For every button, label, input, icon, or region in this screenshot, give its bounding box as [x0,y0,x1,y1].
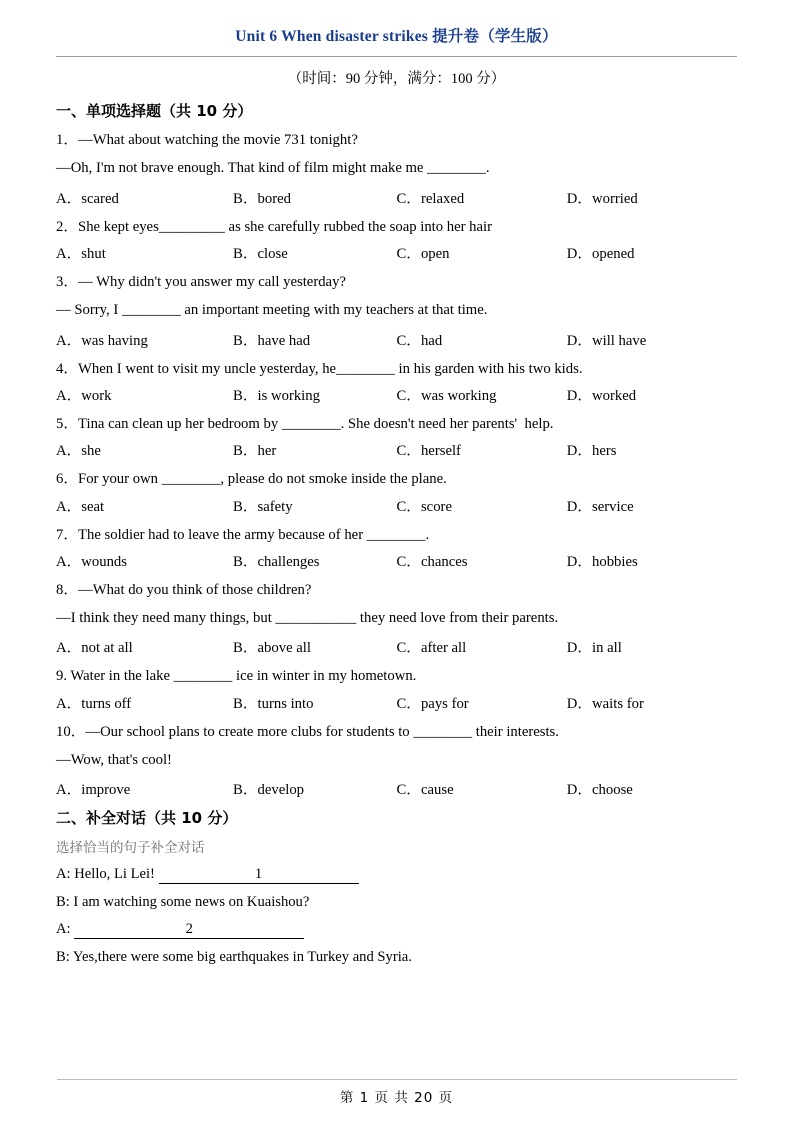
option-b[interactable]: B．her [233,443,277,460]
option-a[interactable]: A．seat [56,498,105,515]
question-stem [56,580,737,601]
option-a[interactable]: A．shut [56,245,106,262]
option-a[interactable]: A．turns off [56,695,132,712]
question-stem [56,666,737,687]
option-d[interactable]: D．hobbies [566,553,638,570]
option-row [56,495,737,516]
question-stem [56,130,737,151]
dialog-speaker-text: A: [56,921,71,938]
question-stem [56,217,737,238]
option-d[interactable]: D．worried [566,190,638,207]
option-a[interactable]: A．work [56,387,112,404]
option-d[interactable]: D．in all [566,640,622,657]
option-c[interactable]: C．had [396,332,443,349]
option-row [56,187,737,208]
option-c[interactable]: C．relaxed [396,190,465,207]
question-stem-text: 10．—Our school plans to create more clubs for students to ________ their interests. [56,723,559,740]
option-row [56,329,737,350]
question-stem [56,469,737,490]
option-b[interactable]: B．is working [233,387,320,404]
option-row [56,242,737,263]
option-c[interactable]: C．pays for [396,695,469,712]
option-a[interactable]: A．improve [56,782,131,799]
page-footer [0,1079,793,1106]
option-c[interactable]: C．cause [396,782,454,799]
option-a[interactable]: A．she [56,443,101,460]
option-b[interactable]: B．above all [233,640,311,657]
option-b[interactable]: B．bored [233,190,291,207]
option-row [56,778,737,799]
section-instruction: 选择恰当的句子补全对话 [56,840,205,856]
option-d[interactable]: D．worked [566,387,637,404]
option-row [56,439,737,460]
section-heading-2: 二、补全对话（共 10 分） [56,809,238,828]
option-b[interactable]: B．safety [233,498,293,515]
dialog-line [56,949,737,966]
dialog-line [56,894,737,911]
option-c[interactable]: C．chances [396,553,468,570]
question-stem [56,608,737,629]
option-c[interactable]: C．score [396,498,452,515]
question-stem-text: — Sorry, I ________ an important meeting with my teachers at that time. [56,302,488,319]
option-c[interactable]: C．herself [396,443,461,460]
option-d[interactable]: D．service [566,498,634,515]
question-stem-text: 8．—What do you think of those children? [56,581,312,598]
dialog-blank-1[interactable]: 1 [159,866,359,884]
dialog-speaker-text: B: Yes,there were some big earthquakes in Turkey and Syria. [56,949,412,966]
page-title: Unit 6 When disaster strikes 提升卷（学生版） [235,28,558,45]
option-d[interactable]: D．hers [566,443,617,460]
option-d[interactable]: D．opened [566,245,635,262]
question-stem [56,750,737,771]
dialog-speaker-text: B: I am watching some news on Kuaishou? [56,894,310,911]
question-stem-text: 6．For your own ________, please do not smoke inside the plane. [56,471,447,488]
dialog-line [56,921,737,939]
question-stem [56,722,737,743]
question-stem [56,300,737,321]
option-row [56,550,737,571]
question-stem-text: 4．When I went to visit my uncle yesterday, he________ in his garden with his two kids. [56,360,583,377]
option-a[interactable]: A．not at all [56,640,133,657]
option-d[interactable]: D．choose [566,782,633,799]
option-b[interactable]: B．have had [233,332,311,349]
section-heading-1: 一、单项选择题（共 10 分） [56,102,253,120]
question-stem [56,414,737,435]
option-c[interactable]: C．after all [396,640,467,657]
question-stem [56,158,737,179]
option-d[interactable]: D．will have [566,332,647,349]
title-divider [56,56,737,57]
option-a[interactable]: A．wounds [56,553,127,570]
option-row [56,384,737,405]
question-stem-text: 9. Water in the lake ________ ice in winter in my hometown. [56,668,417,685]
question-stem-text: —Wow, that's cool! [56,752,172,769]
option-a[interactable]: A．was having [56,332,148,349]
option-a[interactable]: A．scared [56,190,119,207]
dialog-line [56,866,737,884]
question-stem-text: 5．Tina can clean up her bedroom by ________. She doesn't need her parents' help. [56,415,554,432]
question-stem-text: 3．— Why didn't you answer my call yesterday? [56,273,346,290]
option-b[interactable]: B．turns into [233,695,314,712]
option-d[interactable]: D．waits for [566,695,644,712]
exam-subtitle: （时间：90 分钟，满分：100 分） [287,71,506,87]
option-b[interactable]: B．close [233,245,288,262]
footer-text: 第 1 页 共 20 页 [339,1090,454,1106]
option-row [56,636,737,657]
option-b[interactable]: B．challenges [233,553,320,570]
question-stem [56,272,737,293]
option-row [56,692,737,713]
question-stem [56,525,737,546]
footer-divider [57,1079,737,1080]
option-c[interactable]: C．open [396,245,450,262]
question-stem [56,359,737,380]
question-stem-text: 1．—What about watching the movie 731 tonight? [56,132,358,148]
question-stem-text: —Oh, I'm not brave enough. That kind of film might make me ________. [56,160,490,177]
dialog-speaker-text: A: Hello, Li Lei! [56,866,155,883]
question-stem-text: —I think they need many things, but ___________ they need love from their parents. [56,610,559,627]
question-stem-text: 7．The soldier had to leave the army because of her ________. [56,526,430,543]
question-stem-text: 2．She kept eyes_________ as she carefully rubbed the soap into her hair [56,218,493,235]
dialog-blank-2[interactable]: 2 [74,921,304,939]
option-b[interactable]: B．develop [233,782,305,799]
option-c[interactable]: C．was working [396,387,497,404]
